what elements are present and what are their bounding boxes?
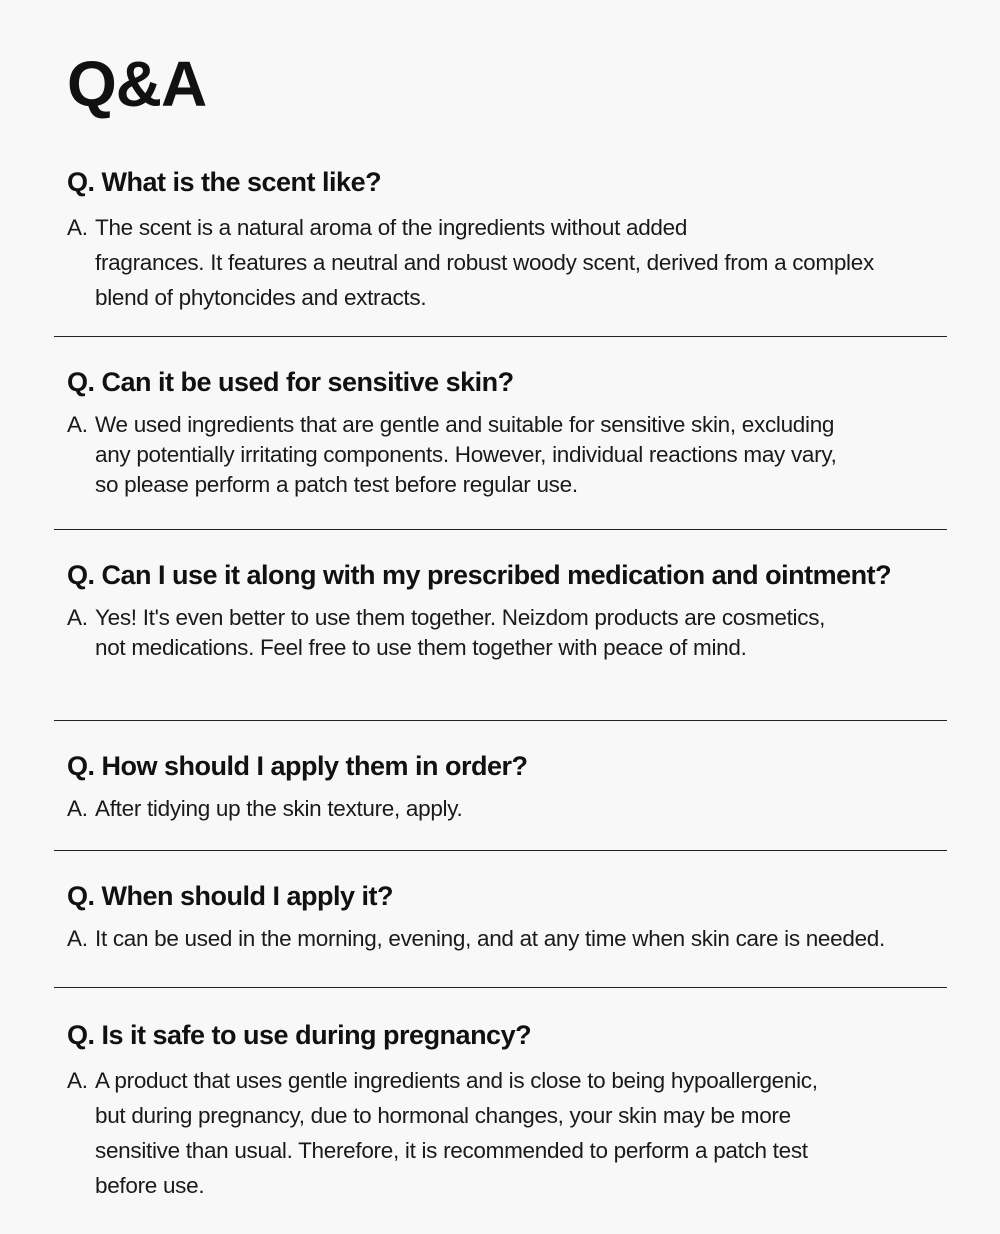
divider	[54, 336, 947, 337]
answer-prefix: A.	[67, 926, 88, 951]
answer-line: so please perform a patch test before regular use.	[95, 472, 578, 497]
answer-prefix: A.	[67, 412, 88, 437]
question-6: Q. Is it safe to use during pregnancy?	[67, 1020, 532, 1050]
answer-line: fragrances. It features a neutral and robust woody scent, derived from a complex	[95, 250, 874, 275]
answer-prefix: A.	[67, 605, 88, 630]
question-1: Q. What is the scent like?	[67, 167, 382, 197]
divider	[54, 850, 947, 851]
answer-line: It can be used in the morning, evening, and at any time when skin care is needed.	[95, 926, 885, 951]
answer-line: any potentially irritating components. However, individual reactions may vary,	[95, 442, 837, 467]
answer-3	[67, 603, 947, 663]
divider	[54, 720, 947, 721]
answer-prefix: A.	[67, 1068, 88, 1093]
answer-line: Yes! It's even better to use them together. Neizdom products are cosmetics,	[95, 605, 826, 630]
answer-prefix: A.	[67, 215, 88, 240]
answer-5	[67, 924, 947, 954]
answer-line: We used ingredients that are gentle and suitable for sensitive skin, excluding	[95, 412, 835, 437]
divider	[54, 987, 947, 988]
answer-line: blend of phytoncides and extracts.	[95, 285, 427, 310]
answer-line: not medications. Feel free to use them together with peace of mind.	[95, 635, 747, 660]
answer-line: The scent is a natural aroma of the ingredients without added	[95, 215, 688, 240]
question-3: Q. Can I use it along with my prescribed medication and ointment?	[67, 560, 892, 590]
answer-4	[67, 794, 947, 824]
answer-line: before use.	[95, 1173, 205, 1198]
question-4: Q. How should I apply them in order?	[67, 751, 528, 781]
answer-prefix: A.	[67, 796, 88, 821]
answer-line: A product that uses gentle ingredients and is close to being hypoallergenic,	[95, 1068, 818, 1093]
page-title: Q&A	[67, 48, 207, 120]
answer-line: sensitive than usual. Therefore, it is recommended to perform a patch test	[95, 1138, 808, 1163]
answer-line: but during pregnancy, due to hormonal changes, your skin may be more	[95, 1103, 791, 1128]
question-2: Q. Can it be used for sensitive skin?	[67, 367, 514, 397]
answer-6	[67, 1063, 947, 1203]
answer-2	[67, 410, 947, 500]
answer-1	[67, 210, 947, 315]
question-5: Q. When should I apply it?	[67, 881, 393, 911]
answer-line: After tidying up the skin texture, apply.	[95, 796, 463, 821]
divider	[54, 529, 947, 530]
